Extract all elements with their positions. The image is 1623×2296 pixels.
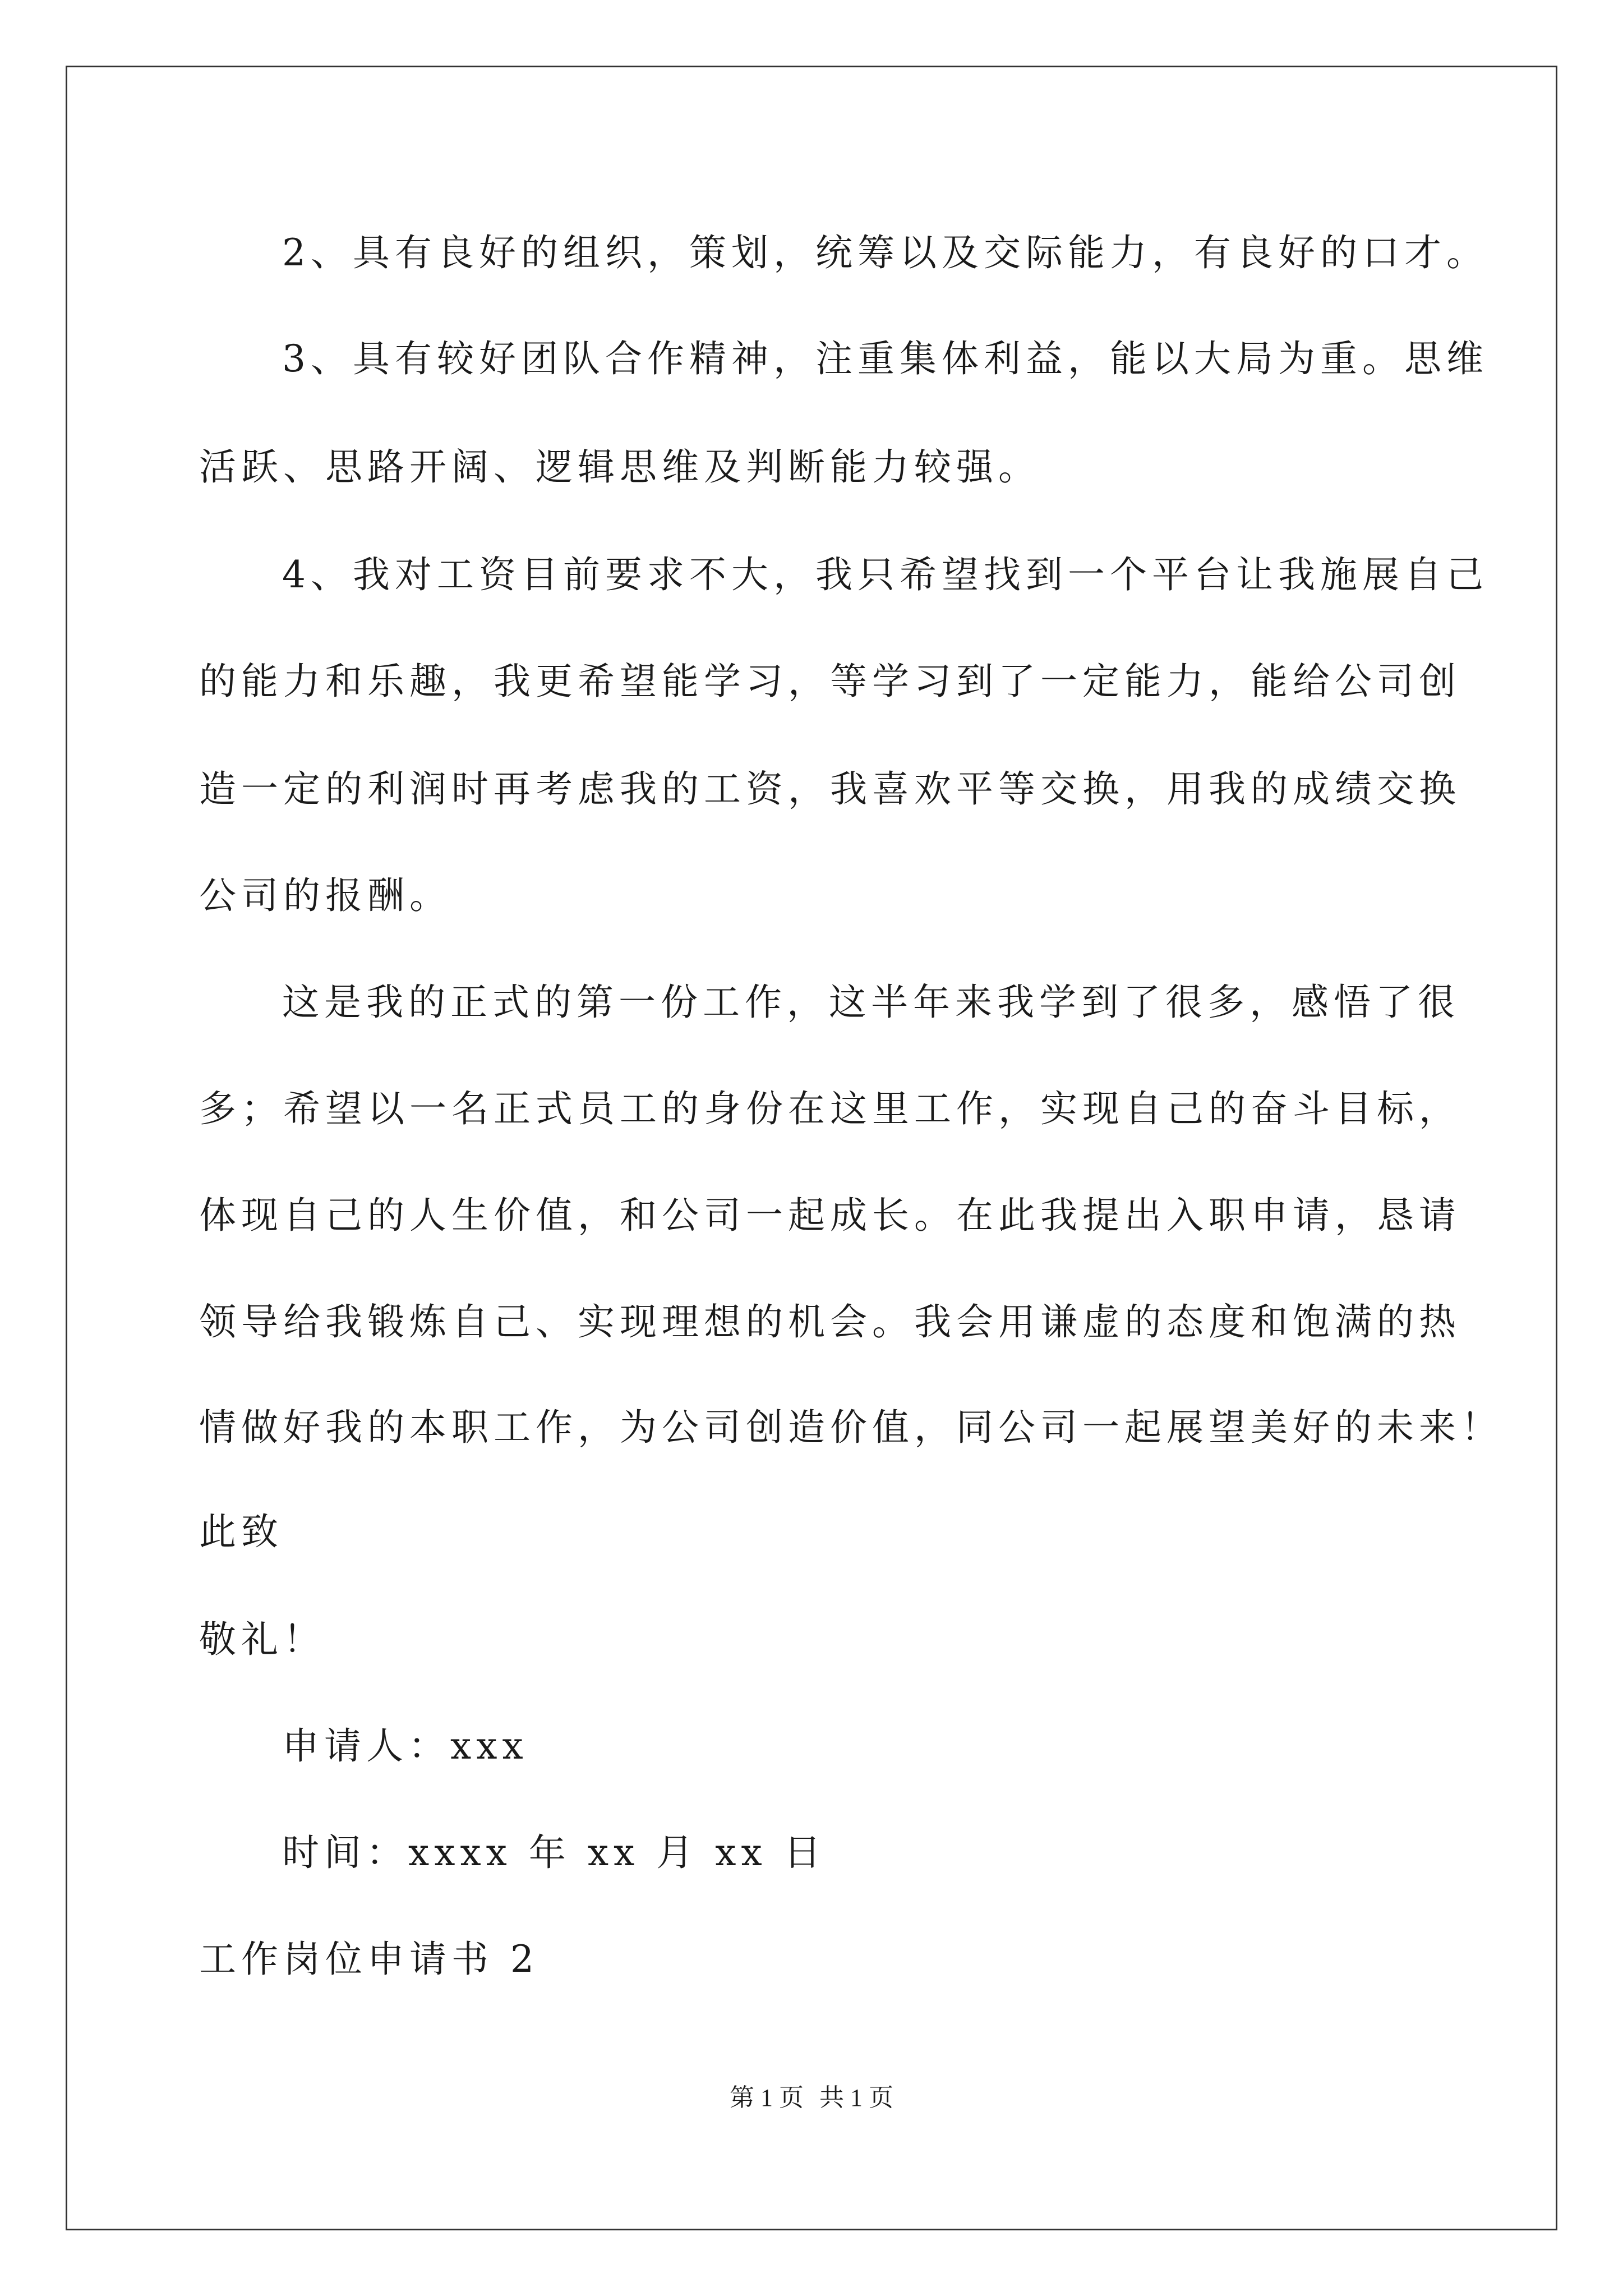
closing-salutation: 此致 bbox=[199, 1510, 283, 1553]
paragraph-4-line-3: 造一定的利润时再考虑我的工资，我喜欢平等交换，用我的成绩交换 bbox=[199, 767, 1461, 811]
paragraph-5-line-3: 体现自己的人生价值，和公司一起成长。在此我提出入职申请，恳请 bbox=[199, 1194, 1461, 1237]
application-date: 时间：xxxx 年 xx 月 xx 日 bbox=[282, 1831, 826, 1874]
paragraph-4-line-4: 公司的报酬。 bbox=[199, 874, 451, 917]
page-total: 共 1 页 bbox=[819, 2084, 893, 2111]
paragraph-5-line-2: 多；希望以一名正式员工的身份在这里工作，实现自己的奋斗目标， bbox=[199, 1087, 1461, 1130]
paragraph-5-line-5: 情做好我的本职工作，为公司创造价值，同公司一起展望美好的未来！ bbox=[199, 1406, 1503, 1449]
paragraph-3-line-2: 活跃、思路开阔、逻辑思维及判断能力较强。 bbox=[199, 445, 1040, 489]
page-number: 第 1 页 bbox=[730, 2084, 804, 2111]
next-section-title: 工作岗位申请书 2 bbox=[199, 1938, 539, 1981]
applicant-signature: 申请人：xxx bbox=[282, 1724, 528, 1768]
page-footer bbox=[0, 2081, 1623, 2115]
paragraph-3-line-1: 3、具有较好团队合作精神，注重集体利益，能以大局为重。思维 bbox=[282, 337, 1488, 380]
closing-regards: 敬礼！ bbox=[199, 1618, 325, 1661]
paragraph-5-line-1: 这是我的正式的第一份工作，这半年来我学到了很多，感悟了很 bbox=[282, 981, 1460, 1024]
page-frame bbox=[66, 66, 1557, 2230]
paragraph-4-line-1: 4、我对工资目前要求不大，我只希望找到一个平台让我施展自己 bbox=[282, 553, 1488, 596]
paragraph-2-line-1: 2、具有良好的组织，策划，统筹以及交际能力，有良好的口才。 bbox=[282, 231, 1488, 274]
paragraph-5-line-4: 领导给我锻炼自己、实现理想的机会。我会用谦虚的态度和饱满的热 bbox=[199, 1300, 1461, 1343]
paragraph-4-line-2: 的能力和乐趣，我更希望能学习，等学习到了一定能力，能给公司创 bbox=[199, 660, 1461, 703]
